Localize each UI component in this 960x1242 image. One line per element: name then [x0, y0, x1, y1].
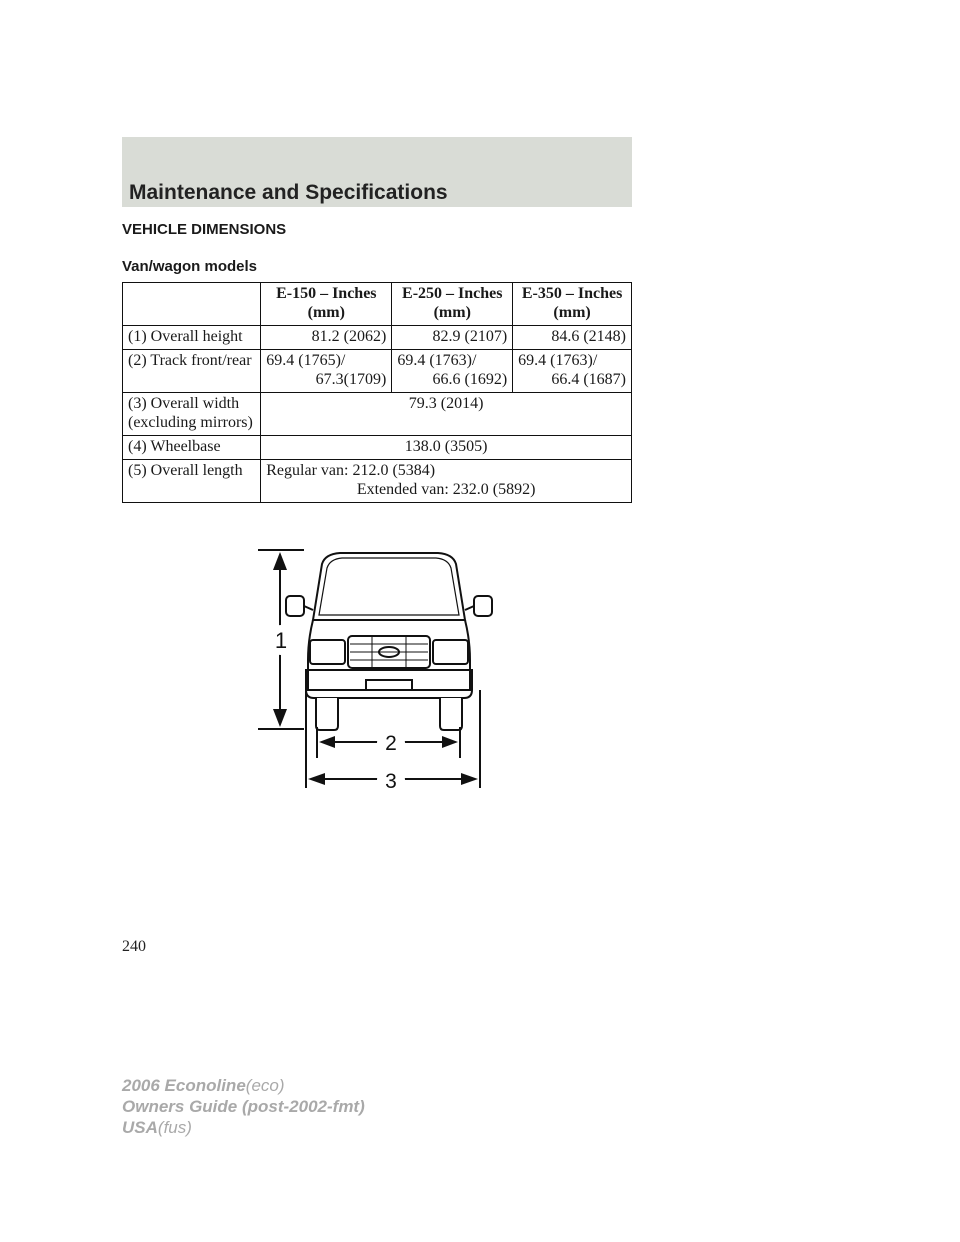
callout-1: 1 — [274, 628, 288, 653]
cell-all-models: 79.3 (2014) — [261, 393, 632, 436]
table-header-e350: E-350 – Inches (mm) — [513, 283, 632, 326]
cell-e150 — [261, 350, 392, 393]
row-label: (1) Overall height — [123, 326, 261, 350]
cell-e350-rear: 66.4 (1687) — [551, 371, 626, 388]
page-number: 240 — [122, 938, 146, 955]
table-row — [123, 326, 632, 350]
footer-market: USA — [122, 1118, 158, 1137]
table-row — [123, 436, 632, 460]
table-row — [123, 460, 632, 503]
page-heading: VEHICLE DIMENSIONS — [122, 221, 287, 238]
table-row — [123, 350, 632, 393]
subheading: Van/wagon models — [122, 258, 258, 275]
cell-e250-front: 69.4 (1763)/ — [397, 352, 477, 369]
footer-line-2 — [122, 1096, 365, 1117]
cell-e350-front: 69.4 (1763)/ — [518, 352, 598, 369]
cell-e250: 82.9 (2107) — [392, 326, 513, 350]
length-regular: Regular van: 212.0 (5384) — [266, 462, 436, 479]
footer-line-3 — [122, 1117, 365, 1138]
footer-guide: Owners Guide (post-2002-fmt) — [122, 1097, 365, 1116]
table-header-row — [123, 283, 632, 326]
table-header-e250: E-250 – Inches (mm) — [392, 283, 513, 326]
van-dimensions-diagram — [250, 540, 530, 800]
row-label: (4) Wheelbase — [123, 436, 261, 460]
footer-imprint — [122, 1075, 365, 1138]
table-header-e150: E-150 – Inches (mm) — [261, 283, 392, 326]
cell-all-models: 138.0 (3505) — [261, 436, 632, 460]
footer-model-code: (eco) — [245, 1076, 285, 1095]
callout-2: 2 — [385, 732, 397, 755]
row-label: (5) Overall length — [123, 460, 261, 503]
cell-e150-front: 69.4 (1765)/ — [266, 352, 346, 369]
van-front-illustration — [286, 553, 492, 730]
footer-market-code: (fus) — [157, 1118, 192, 1137]
cell-e150: 81.2 (2062) — [261, 326, 392, 350]
cell-e350: 84.6 (2148) — [513, 326, 632, 350]
cell-e150-rear: 67.3(1709) — [315, 371, 387, 388]
row-label: (3) Overall width (excluding mirrors) — [123, 393, 261, 436]
footer-line-1 — [122, 1075, 365, 1096]
length-extended: Extended van: 232.0 (5892) — [356, 481, 536, 498]
table-row — [123, 393, 632, 436]
row-label: (2) Track front/rear — [123, 350, 261, 393]
dimensions-table — [122, 282, 632, 503]
cell-e350 — [513, 350, 632, 393]
table-header-blank — [123, 283, 261, 326]
footer-model: 2006 Econoline — [122, 1076, 246, 1095]
cell-all-models — [261, 460, 632, 503]
cell-e250 — [392, 350, 513, 393]
section-title: Maintenance and Specifications — [129, 181, 448, 204]
cell-e250-rear: 66.6 (1692) — [432, 371, 508, 388]
callout-3: 3 — [385, 770, 397, 793]
